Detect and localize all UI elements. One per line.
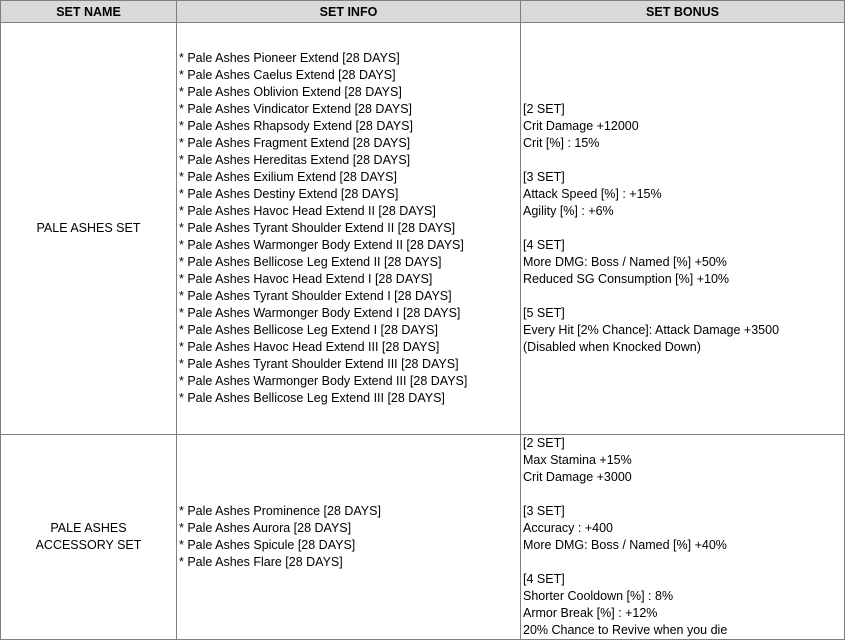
set-bonus-line: [4 SET] xyxy=(523,238,565,252)
set-info-item: * Pale Ashes Tyrant Shoulder Extend II [28 DAYS] xyxy=(179,221,456,235)
set-bonus-line: Crit Damage +12000 xyxy=(523,119,639,133)
set-info-item: * Pale Ashes Pioneer Extend [28 DAYS] xyxy=(179,51,400,65)
set-info-item: * Pale Ashes Fragment Extend [28 DAYS] xyxy=(179,136,411,150)
set-bonus-line xyxy=(523,554,842,571)
set-name-cell xyxy=(1,23,177,435)
table-row xyxy=(1,23,845,435)
set-info-item: * Pale Ashes Oblivion Extend [28 DAYS] xyxy=(179,85,402,99)
set-info-cell xyxy=(177,435,521,640)
set-bonus-line xyxy=(523,220,842,237)
set-bonus-line: More DMG: Boss / Named [%] +40% xyxy=(523,538,727,552)
set-bonus-line: Attack Speed [%] : +15% xyxy=(523,187,662,201)
header-set-info: SET INFO xyxy=(177,1,521,23)
set-info-item: * Pale Ashes Havoc Head Extend II [28 DAYS] xyxy=(179,204,436,218)
header-row xyxy=(1,1,845,23)
set-info-item: * Pale Ashes Warmonger Body Extend II [28 DAYS] xyxy=(179,238,464,252)
set-bonus-line: [5 SET] xyxy=(523,306,565,320)
set-info-item: * Pale Ashes Exilium Extend [28 DAYS] xyxy=(179,170,397,184)
set-info-item: * Pale Ashes Prominence [28 DAYS] xyxy=(179,504,381,518)
set-bonus-line: Crit Damage +3000 xyxy=(523,470,632,484)
set-info-item: * Pale Ashes Bellicose Leg Extend I [28 DAYS] xyxy=(179,323,438,337)
set-bonus-cell xyxy=(521,23,845,435)
set-name-line: PALE ASHES SET xyxy=(36,221,141,235)
set-bonus-line: Shorter Cooldown [%] : 8% xyxy=(523,589,674,603)
set-name-cell xyxy=(1,435,177,640)
set-bonus-line: Agility [%] : +6% xyxy=(523,204,614,218)
set-info-item: * Pale Ashes Bellicose Leg Extend II [28 DAYS] xyxy=(179,255,442,269)
header-set-name: SET NAME xyxy=(1,1,177,23)
set-bonus-cell xyxy=(521,435,845,640)
set-info-item: * Pale Ashes Bellicose Leg Extend III [28 DAYS] xyxy=(179,391,445,405)
table-row xyxy=(1,435,845,640)
set-name-line: PALE ASHES xyxy=(50,521,127,535)
set-bonus-line: [4 SET] xyxy=(523,572,565,586)
set-info-item: * Pale Ashes Havoc Head Extend III [28 DAYS] xyxy=(179,340,440,354)
set-bonus-line: [2 SET] xyxy=(523,102,565,116)
set-bonus-line xyxy=(523,288,842,305)
set-info-item: * Pale Ashes Caelus Extend [28 DAYS] xyxy=(179,68,396,82)
set-bonus-line: More DMG: Boss / Named [%] +50% xyxy=(523,255,727,269)
set-info-item: * Pale Ashes Tyrant Shoulder Extend I [28 DAYS] xyxy=(179,289,452,303)
set-name-line: ACCESSORY SET xyxy=(35,538,142,552)
set-info-item: * Pale Ashes Warmonger Body Extend I [28 DAYS] xyxy=(179,306,461,320)
set-bonus-line: (Disabled when Knocked Down) xyxy=(523,340,701,354)
set-info-item: * Pale Ashes Warmonger Body Extend III [28 DAYS] xyxy=(179,374,468,388)
set-bonus-line: [2 SET] xyxy=(523,436,565,450)
set-info-item: * Pale Ashes Tyrant Shoulder Extend III [28 DAYS] xyxy=(179,357,459,371)
set-bonus-line: [3 SET] xyxy=(523,504,565,518)
set-info-item: * Pale Ashes Aurora [28 DAYS] xyxy=(179,521,352,535)
set-bonus-line: Max Stamina +15% xyxy=(523,453,632,467)
set-info-item: * Pale Ashes Spicule [28 DAYS] xyxy=(179,538,356,552)
set-bonus-line xyxy=(523,486,842,503)
set-info-item: * Pale Ashes Rhapsody Extend [28 DAYS] xyxy=(179,119,413,133)
set-info-cell xyxy=(177,23,521,435)
set-info-item: * Pale Ashes Vindicator Extend [28 DAYS] xyxy=(179,102,413,116)
header-set-bonus: SET BONUS xyxy=(521,1,845,23)
set-bonus-line: Armor Break [%] : +12% xyxy=(523,606,658,620)
set-bonus-line xyxy=(523,152,842,169)
set-bonus-line: Accuracy : +400 xyxy=(523,521,613,535)
set-info-item: * Pale Ashes Flare [28 DAYS] xyxy=(179,555,343,569)
set-info-item: * Pale Ashes Hereditas Extend [28 DAYS] xyxy=(179,153,411,167)
set-bonus-line: Crit [%] : 15% xyxy=(523,136,600,150)
set-bonus-line: 20% Chance to Revive when you die xyxy=(523,623,728,637)
set-info-item: * Pale Ashes Havoc Head Extend I [28 DAYS] xyxy=(179,272,433,286)
set-bonus-line: Every Hit [2% Chance]: Attack Damage +3500 xyxy=(523,323,780,337)
set-bonus-line: [3 SET] xyxy=(523,170,565,184)
set-bonus-line: Reduced SG Consumption [%] +10% xyxy=(523,272,730,286)
set-info-item: * Pale Ashes Destiny Extend [28 DAYS] xyxy=(179,187,399,201)
